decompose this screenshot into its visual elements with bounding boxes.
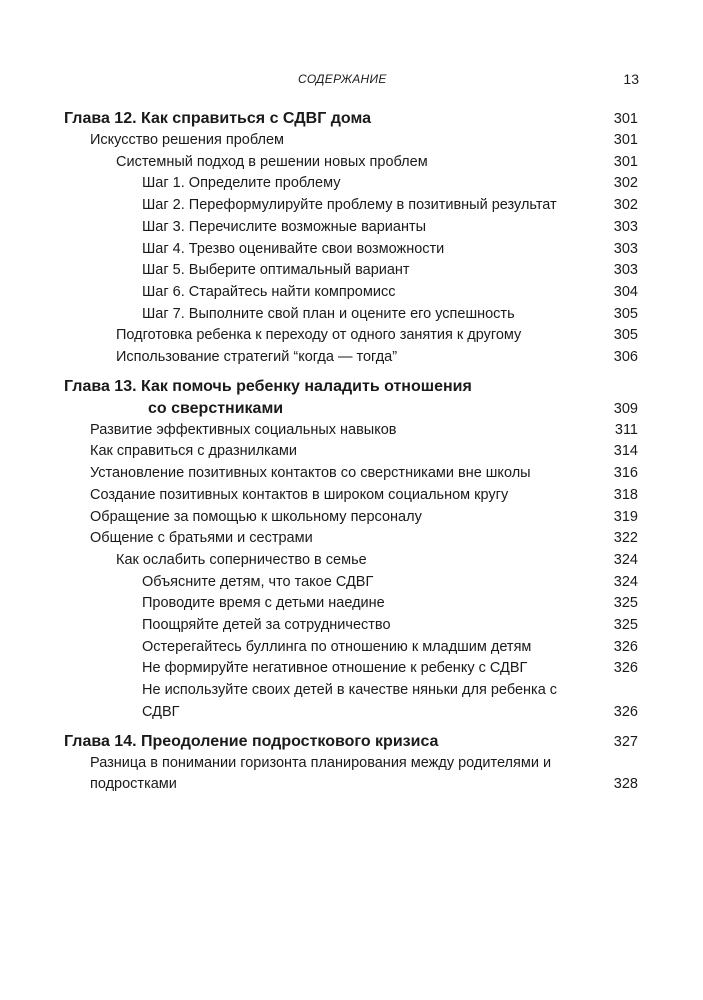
toc-entry-title-text: Шаг 6. Старайтесь найти компромисс xyxy=(142,283,396,300)
toc-entry-title-text: Как ослабить соперничество в семье xyxy=(116,551,367,568)
toc-entry-title-text: Глава 12. Как справиться с СДВГ дома xyxy=(64,110,371,127)
toc-entry xyxy=(64,463,638,485)
toc-entry-title-text: Не используйте своих детей в качестве няньки для ребенка с СДВГ xyxy=(142,682,558,720)
toc-entry-title xyxy=(64,485,608,507)
toc-entry xyxy=(64,282,638,304)
toc-entry xyxy=(64,347,638,369)
toc-entry-title-text: Шаг 5. Выберите оптимальный вариант xyxy=(142,262,410,279)
toc-entry-title-text: Искусство решения проблем xyxy=(90,132,284,148)
toc-entry-title xyxy=(64,130,608,152)
toc-entry xyxy=(64,239,638,261)
toc-entry xyxy=(64,485,638,507)
running-head-title: СОДЕРЖАНИЕ xyxy=(298,72,387,86)
toc-entry xyxy=(64,637,638,659)
toc-entry-title-text: Глава 13. Как помочь ребенку наладить отношения xyxy=(64,377,472,395)
toc-entry-page-number: 324 xyxy=(613,573,638,590)
toc-entry xyxy=(64,420,638,442)
toc-entry-title xyxy=(64,376,608,420)
toc-entry-page-number: 325 xyxy=(613,595,638,612)
toc-entry-title-text: Разница в понимании горизонта планирования между родителями и подростками xyxy=(90,754,552,793)
toc-entry xyxy=(64,441,638,463)
toc-entry-title xyxy=(64,615,608,637)
toc-entry-title xyxy=(64,731,608,753)
toc-entry-page-number: 314 xyxy=(613,443,638,460)
toc-entry-title-text: Не формируйте негативное отношение к ребенку с СДВГ xyxy=(142,660,528,677)
toc-entry-page-number: 303 xyxy=(613,240,638,257)
toc-entry-page-number: 319 xyxy=(613,508,638,525)
page-number: 13 xyxy=(623,71,639,87)
toc-entry xyxy=(64,550,638,572)
toc-entry xyxy=(64,217,638,239)
toc-entry-title-text: Проводите время с детьми наедине xyxy=(142,595,385,612)
toc-entry-page-number: 326 xyxy=(613,638,638,655)
toc-chapter-entry xyxy=(64,376,638,420)
toc-entry-page-number: 306 xyxy=(613,349,638,366)
toc-entry-title xyxy=(64,637,608,659)
toc-entry xyxy=(64,615,638,637)
toc-entry-page-number: 324 xyxy=(613,551,638,568)
toc-entry xyxy=(64,658,638,680)
table-of-contents xyxy=(64,108,638,796)
toc-entry xyxy=(64,130,638,152)
toc-entry-title-text: Установление позитивных контактов со сверстниками вне школы xyxy=(90,465,531,482)
toc-entry-title xyxy=(64,463,608,485)
toc-entry-title-text: Обращение за помощью к школьному персоналу xyxy=(90,508,422,525)
toc-entry-page-number: 316 xyxy=(613,465,638,482)
toc-entry-page-number: 302 xyxy=(613,197,638,214)
toc-entry-title xyxy=(64,593,608,615)
toc-entry-page-number: 304 xyxy=(613,283,638,300)
toc-entry-page-number: 309 xyxy=(613,400,638,417)
toc-entry-title xyxy=(64,753,608,796)
toc-entry-page-number: 301 xyxy=(613,153,638,170)
toc-entry xyxy=(64,572,638,594)
toc-entry-page-number: 301 xyxy=(613,132,638,148)
toc-entry-title-text: Развитие эффективных социальных навыков xyxy=(90,421,397,438)
toc-entry-title-text: Объясните детям, что такое СДВГ xyxy=(142,573,374,590)
toc-entry-title-text: Использование стратегий “когда — тогда” xyxy=(116,349,398,366)
toc-entry xyxy=(64,680,638,723)
toc-entry-title-text: Общение с братьями и сестрами xyxy=(90,530,313,547)
toc-entry-page-number: 305 xyxy=(613,305,638,322)
toc-entry-page-number: 302 xyxy=(613,175,638,192)
toc-entry-title xyxy=(64,195,608,217)
toc-entry-title-text: Поощряйте детей за сотрудничество xyxy=(142,617,391,634)
toc-entry-title-continuation: со сверстниками xyxy=(148,399,284,417)
toc-entry-page-number: 303 xyxy=(613,218,638,235)
toc-entry-title-text: Подготовка ребенка к переходу от одного занятия к другому xyxy=(116,327,522,344)
toc-entry-title xyxy=(64,550,608,572)
toc-entry xyxy=(64,593,638,615)
toc-entry-page-number: 318 xyxy=(613,486,638,503)
toc-entry-title xyxy=(64,658,608,680)
toc-entry-title-text: Остерегайтесь буллинга по отношению к младшим детям xyxy=(142,638,532,655)
toc-entry-title xyxy=(64,441,608,463)
toc-entry xyxy=(64,528,638,550)
running-head xyxy=(0,69,703,89)
toc-entry xyxy=(64,507,638,529)
toc-entry-title xyxy=(64,239,608,261)
toc-entry-title-text: Создание позитивных контактов в широком социальном кругу xyxy=(90,486,509,503)
toc-entry-page-number: 301 xyxy=(613,111,638,127)
toc-entry-title-text: Шаг 3. Перечислите возможные варианты xyxy=(142,218,427,235)
toc-chapter-entry xyxy=(64,108,638,130)
toc-entry-title-text: Шаг 2. Переформулируйте проблему в позитивный результат xyxy=(142,197,557,214)
toc-entry-title-text: Шаг 7. Выполните свой план и оцените его успешность xyxy=(142,305,515,322)
toc-entry-title xyxy=(64,304,608,326)
toc-entry xyxy=(64,753,638,796)
toc-entry xyxy=(64,325,638,347)
toc-entry-title xyxy=(64,260,608,282)
toc-entry-title-text: Глава 14. Преодоление подросткового кризиса xyxy=(64,732,439,750)
toc-entry-title-text: Шаг 4. Трезво оценивайте свои возможности xyxy=(142,240,445,257)
toc-entry-title xyxy=(64,420,608,442)
toc-entry-title xyxy=(64,347,608,369)
toc-entry-page-number: 322 xyxy=(613,530,638,547)
toc-entry xyxy=(64,152,638,174)
toc-entry-title-text: Шаг 1. Определите проблему xyxy=(142,175,341,192)
toc-entry xyxy=(64,195,638,217)
toc-entry-page-number: 326 xyxy=(613,703,638,720)
toc-entry-title xyxy=(64,572,608,594)
toc-entry-title-text: Системный подход в решении новых проблем xyxy=(116,153,428,170)
toc-entry-title xyxy=(64,152,608,174)
toc-entry-title xyxy=(64,108,608,130)
toc-chapter-entry xyxy=(64,731,638,753)
toc-entry-page-number: 325 xyxy=(613,617,638,634)
toc-entry-title xyxy=(64,528,608,550)
toc-entry-page-number: 326 xyxy=(613,660,638,677)
toc-entry xyxy=(64,173,638,195)
toc-entry-title xyxy=(64,173,608,195)
toc-entry-title xyxy=(64,282,608,304)
toc-entry-title-text: Как справиться с дразнилками xyxy=(90,443,297,460)
toc-entry-title xyxy=(64,507,608,529)
toc-entry-page-number: 327 xyxy=(613,733,638,750)
toc-entry-page-number: 305 xyxy=(613,327,638,344)
toc-entry-page-number: 311 xyxy=(614,421,638,438)
toc-entry xyxy=(64,260,638,282)
toc-entry xyxy=(64,304,638,326)
toc-entry-page-number: 328 xyxy=(613,776,638,793)
toc-entry-page-number: 303 xyxy=(613,262,638,279)
toc-entry-title xyxy=(64,217,608,239)
toc-entry-title xyxy=(64,680,608,723)
toc-entry-title xyxy=(64,325,608,347)
